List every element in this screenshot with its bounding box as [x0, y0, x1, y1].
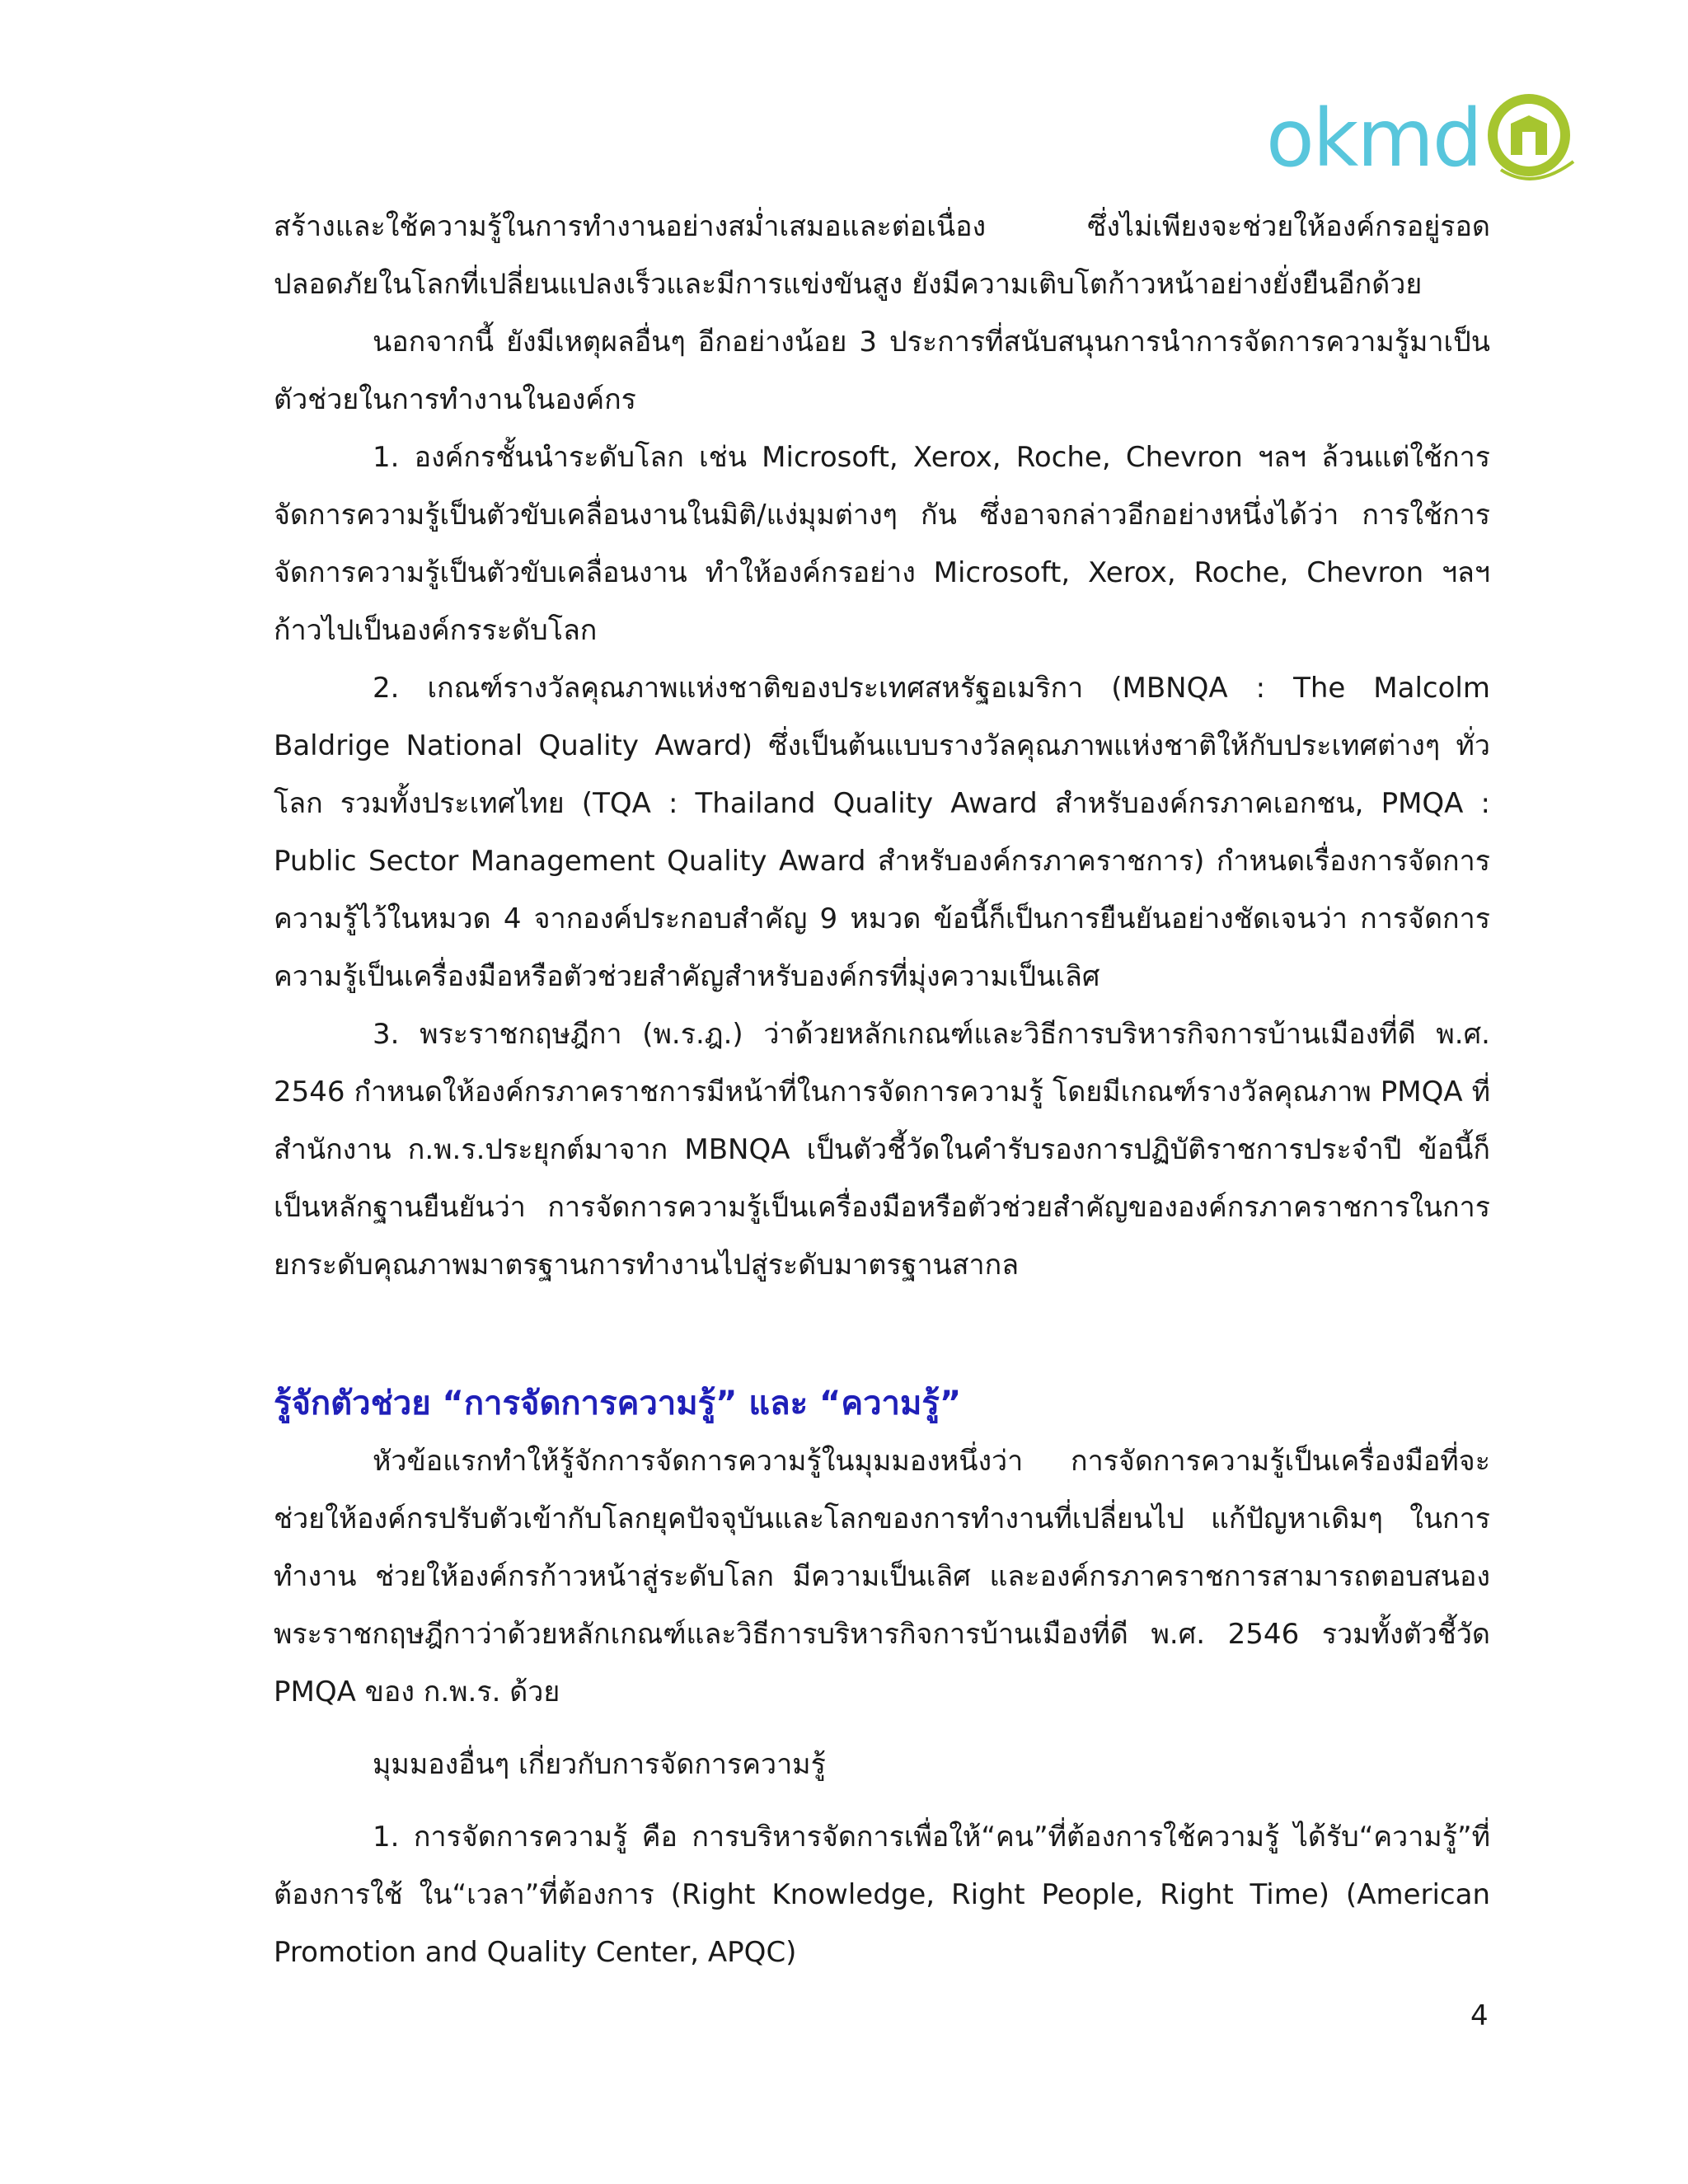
- paragraph-intro-continuation: สร้างและใช้ความรู้ในการทำงานอย่างสม่ำเสมอและต่อเนื่อง ซึ่งไม่เพียงจะช่วยให้องค์กรอยู่รอดปลอดภัยในโลกที่เปลี่ยนแปลงเร็วและมีการแข่งขันสูง ยังมีความเติบโตก้าวหน้าอย่างยั่งยืนอีกด้วย: [274, 210, 1490, 301]
- paragraph-definition-1: 1. การจัดการความรู้ คือ การบริหารจัดการเพื่อให้“คน”ที่ต้องการใช้ความรู้ ได้รับ“ความรู้”ที่ต้องการใช้ ใน“เวลา”ที่ต้องการ (Right Knowledge, Right People, Right Time) (American Promotion and Quality Center, APQC): [274, 1821, 1490, 1969]
- page-number: 4: [1470, 1999, 1489, 2032]
- paragraph-other-views: มุมมองอื่นๆ เกี่ยวกับการจัดการความรู้: [373, 1748, 826, 1781]
- okmd-mark-icon: [1484, 91, 1582, 188]
- paragraph-section-intro: หัวข้อแรกทำให้รู้จักการจัดการความรู้ในมุมมองหนึ่งว่า การจัดการความรู้เป็นเครื่องมือที่จะช่วยให้องค์กรปรับตัวเข้ากับโลกยุคปัจจุบันและโลกของการทำงานที่เปลี่ยนไป แก้ปัญหาเดิมๆ ในการทำงาน ช่วยให้องค์กรก้าวหน้าสู่ระดับโลก มีความเป็นเลิศ และองค์กรภาคราชการสามารถตอบสนองพระราชกฤษฎีกาว่าด้วยหลักเกณฑ์และวิธีการบริหารกิจการบ้านเมืองที่ดี พ.ศ. 2546 รวมทั้งตัวชี้วัด PMQA ของ ก.พ.ร. ด้วย: [274, 1445, 1490, 1708]
- okmd-logo: [1266, 89, 1579, 196]
- paragraph-reasons-intro: นอกจากนี้ ยังมีเหตุผลอื่นๆ อีกอย่างน้อย 3 ประการที่สนับสนุนการนำการจัดการความรู้มาเป็นตัวช่วยในการทำงานในองค์กร: [274, 326, 1490, 416]
- logo-wordmark: okmd: [1266, 92, 1481, 185]
- paragraph-reason-1: 1. องค์กรชั้นนำระดับโลก เช่น Microsoft, Xerox, Roche, Chevron ฯลฯ ล้วนแต่ใช้การจัดการความรู้เป็นตัวขับเคลื่อนงานในมิติ/แง่มุมต่างๆ กัน ซึ่งอาจกล่าวอีกอย่างหนึ่งได้ว่า การใช้การจัดการความรู้เป็นตัวขับเคลื่อนงาน ทำให้องค์กรอย่าง Microsoft, Xerox, Roche, Chevron ฯลฯ ก้าวไปเป็นองค์กรระดับโลก: [274, 441, 1490, 647]
- section-heading: รู้จักตัวช่วย “การจัดการความรู้” และ “ความรู้”: [274, 1385, 962, 1422]
- document-body: [274, 198, 1490, 1981]
- paragraph-reason-3: 3. พระราชกฤษฎีกา (พ.ร.ฎ.) ว่าด้วยหลักเกณฑ์และวิธีการบริหารกิจการบ้านเมืองที่ดี พ.ศ. 2546 กำหนดให้องค์กรภาคราชการมีหน้าที่ในการจัดการความรู้ โดยมีเกณฑ์รางวัลคุณภาพ PMQA ที่สำนักงาน ก.พ.ร.ประยุกต์มาจาก MBNQA เป็นตัวชี้วัดในคำรับรองการปฏิบัติราชการประจำปี ข้อนี้ก็เป็นหลักฐานยืนยันว่า การจัดการความรู้เป็นเครื่องมือหรือตัวช่วยสำคัญขององค์กรภาคราชการในการยกระดับคุณภาพมาตรฐานการทำงานไปสู่ระดับมาตรฐานสากล: [274, 1018, 1490, 1282]
- paragraph-reason-2: 2. เกณฑ์รางวัลคุณภาพแห่งชาติของประเทศสหรัฐอเมริกา (MBNQA : The Malcolm Baldrige National Quality Award) ซึ่งเป็นต้นแบบรางวัลคุณภาพแห่งชาติให้กับประเทศต่างๆ ทั่วโลก รวมทั้งประเทศไทย (TQA : Thailand Quality Award สำหรับองค์กรภาคเอกชน, PMQA : Public Sector Management Quality Award สำหรับองค์กรภาคราชการ) กำหนดเรื่องการจัดการความรู้ไว้ในหมวด 4 จากองค์ประกอบสำคัญ 9 หมวด ข้อนี้ก็เป็นการยืนยันอย่างชัดเจนว่า การจัดการความรู้เป็นเครื่องมือหรือตัวช่วยสำคัญสำหรับองค์กรที่มุ่งความเป็นเลิศ: [274, 672, 1490, 993]
